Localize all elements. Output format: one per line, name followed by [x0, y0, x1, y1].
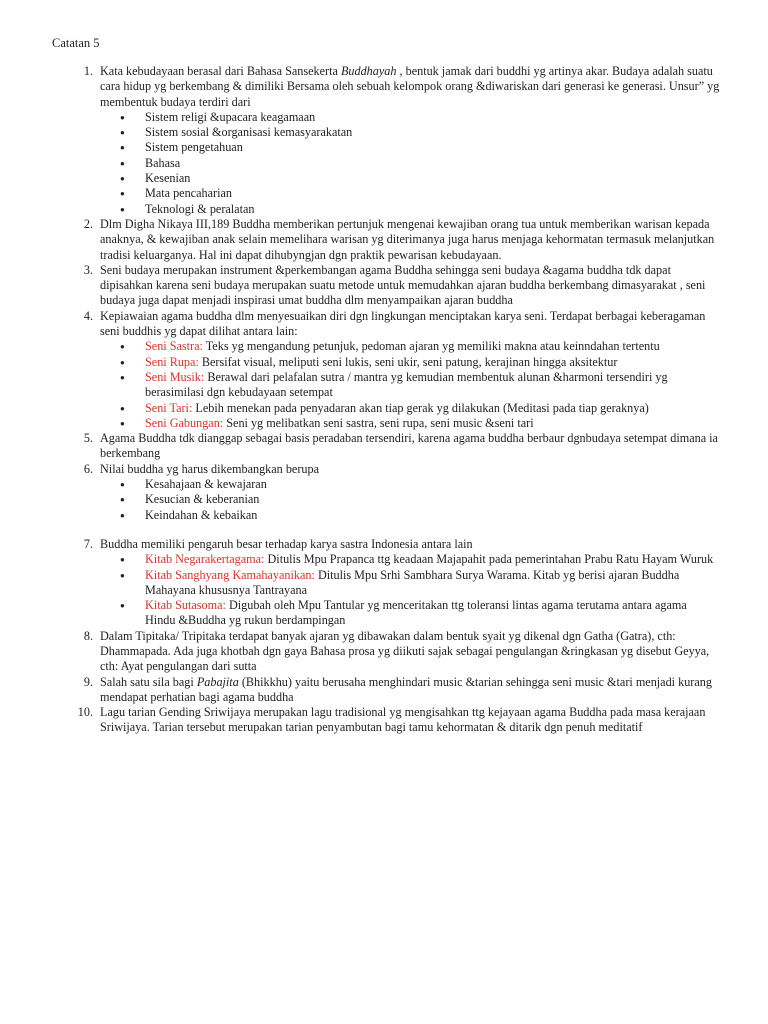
- bullet-item: ● Sistem sosial &organisasi kemasyarakatan: [100, 125, 720, 140]
- bullet-item: ● Teknologi & peralatan: [100, 202, 720, 217]
- bullet-item: ● Kesahajaan & kewajaran: [100, 477, 720, 492]
- item-number: 3.: [83, 262, 93, 277]
- item-text: Lagu tarian Gending Sriwijaya merupakan lagu tradisional yg mengisahkan ttg kejayaan agama Buddha pada masa kerajaan Sriwijaya. Tarian tersebut merupakan tarian penyambutan bagi tamu kehormatan & ditarik dgn penuh meditatif: [100, 705, 706, 735]
- notes-list: [65, 64, 720, 736]
- page-title: Catatan 5: [52, 36, 100, 50]
- item-text-cont: bentuk jamak dari buddhi yg artinya akar. Budaya adalah suatu cara hidup yg berkembang & dimiliki Bersama oleh sebuah kelompok orang &diwariskan dari generasi ke generasi. Unsur” yg membentuk budaya terdiri dari: [100, 64, 720, 109]
- item-number: 4.: [83, 308, 93, 323]
- bullet-label: Seni Rupa:: [145, 354, 199, 369]
- list-item-3: [65, 263, 720, 309]
- bullet-label: Kitab Negarakertagama:: [145, 552, 265, 567]
- item-text: Dalam Tipitaka/ Tripitaka terdapat banyak ajaran yg dibawakan dalam bentuk syait yg dikenal dgn Gatha (Gatra), cth: Dhammapada. Ada juga khotbah dgn gaya Bahasa prosa yg diikuti sajak sebagai pengulangan &ringkasan yg disebut Geyya, cth: Ayat pengulangan dari sutta: [100, 628, 710, 674]
- bullet-label: Seni Sastra:: [145, 339, 203, 354]
- bullet-item: [100, 416, 720, 431]
- bullet-list: [100, 552, 720, 628]
- bullet-text: Berawal dari pelafalan sutra / mantra yg kemudian membentuk alunan &harmoni tersendiri yg berasimilasi dgn kebudayaan setempat: [145, 369, 668, 400]
- bullet-list: [100, 110, 720, 217]
- bullet-label: Kitab Sutasoma:: [145, 598, 226, 613]
- bullet-item: ● Sistem pengetahuan: [100, 140, 720, 155]
- bullet-text: Bersifat visual, meliputi seni lukis, seni ukir, seni patung, kerajinan hingga aksitektur: [198, 354, 618, 369]
- bullet-label: Seni Gabungan:: [145, 415, 224, 430]
- item-text: Agama Buddha tdk dianggap sebagai basis peradaban tersendiri, karena agama buddha berbaur dgnbudaya setempat dimana ia berkembang: [100, 431, 718, 461]
- bullet-item: [100, 598, 720, 629]
- bullet-item: [100, 370, 720, 401]
- item-text-cont: (Bhikkhu) yaitu berusaha menghindari music &tarian sehingga seni music &tari menjadi kurang mendapat perhatian bagi agama buddha: [100, 674, 712, 704]
- item-number: 5.: [83, 431, 93, 446]
- item-italic-term: Buddhayah ,: [340, 64, 403, 78]
- bullet-label: Seni Musik:: [145, 369, 205, 384]
- bullet-item: ● Kesucian & keberanian: [100, 492, 720, 507]
- item-text: Nilai buddha yg harus dikembangkan berupa: [100, 461, 319, 476]
- item-number: 2.: [83, 216, 93, 231]
- list-item-1: [65, 64, 720, 217]
- bullet-list: [100, 339, 720, 431]
- bullet-item: [100, 568, 720, 599]
- list-item-2: [65, 217, 720, 263]
- bullet-text: Lebih menekan pada penyadaran akan tiap gerak yg dilakukan (Meditasi pada tiap geraknya): [192, 400, 649, 415]
- list-item-6: [65, 462, 720, 523]
- item-number: 10.: [77, 705, 93, 720]
- item-text: Dlm Digha Nikaya III,189 Buddha memberikan pertunjuk mengenai kewajiban orang tua untuk memberikan warisan kepada anaknya, & kewajiban anak selain memelihara warisan yg diterimanya juga harus menjaga kehormatan termasuk melanjutkan tradisi keluarganya. Hal ini dapat dihubyngjan dgn praktik pewarisan kebudayaan.: [100, 216, 715, 262]
- item-number: 9.: [83, 674, 93, 689]
- blank-line: [65, 523, 720, 537]
- bullet-text: Digubah oleh Mpu Tantular yg menceritakan ttg toleransi lintas agama terutama antara agama Hindu &Buddha yg rukun berdampingan: [145, 598, 687, 628]
- list-item-7: [65, 537, 720, 629]
- bullet-item: ● Sistem religi &upacara keagamaan: [100, 110, 720, 125]
- item-text: Kepiawaian agama buddha dlm menyesuaikan diri dgn lingkungan menciptakan karya seni. Terdapat berbagai keberagaman seni buddhis yg dapat dilihat antara lain:: [100, 308, 706, 339]
- item-number: 6.: [83, 461, 93, 476]
- bullet-item: ● Bahasa: [100, 156, 720, 171]
- bullet-label: Kitab Sanghyang Kamahayanikan:: [145, 567, 315, 582]
- item-text: Kata kebudayaan berasal dari Bahasa Sansekerta: [100, 64, 341, 78]
- bullet-item: ● Kesenian: [100, 171, 720, 186]
- bullet-item: ● Mata pencaharian: [100, 186, 720, 201]
- bullet-text: Teks yg mengandung petunjuk, pedoman ajaran yg memiliki makna atau keinndahan tertentu: [202, 339, 660, 354]
- bullet-text: Ditulis Mpu Prapanca ttg keadaan Majapahit pada pemerintahan Prabu Ratu Hayam Wuruk: [264, 552, 714, 567]
- item-text: Seni budaya merupakan instrument &perkembangan agama Buddha sehingga seni budaya &agama buddha tdk dapat dipisahkan karena seni budaya merupakan suatu metode untuk memudahkan ajaran buddha berkembang dimasyarakat , seni budaya juga dapat menjadi inspirasi umat buddha dlm menyampaikan ajaran buddha: [100, 262, 706, 308]
- bullet-list: [100, 477, 720, 523]
- list-item-10: [65, 705, 720, 736]
- item-text: Buddha memiliki pengaruh besar terhadap karya sastra Indonesia antara lain: [100, 536, 473, 551]
- bullet-item: ● Keindahan & kebaikan: [100, 508, 720, 523]
- item-number: 8.: [83, 628, 93, 643]
- item-number: 7.: [83, 536, 93, 551]
- list-item-8: [65, 629, 720, 675]
- bullet-text: Ditulis Mpu Srhi Sambhara Surya Warama. Kitab yg berisi ajaran Buddha Mahayana khususnya Tantrayana: [145, 567, 680, 597]
- bullet-item: [100, 355, 720, 370]
- bullet-item: [100, 552, 720, 567]
- list-item-4: [65, 309, 720, 431]
- bullet-label: Seni Tari:: [145, 400, 193, 415]
- bullet-item: [100, 339, 720, 354]
- item-text: Salah satu sila bagi: [100, 674, 197, 689]
- list-item-5: [65, 431, 720, 462]
- list-item-9: [65, 675, 720, 706]
- item-number: 1.: [83, 64, 93, 78]
- item-italic-term: Pabajita: [196, 674, 239, 689]
- bullet-text: Seni yg melibatkan seni sastra, seni rupa, seni music &seni tari: [223, 415, 534, 430]
- bullet-item: [100, 401, 720, 416]
